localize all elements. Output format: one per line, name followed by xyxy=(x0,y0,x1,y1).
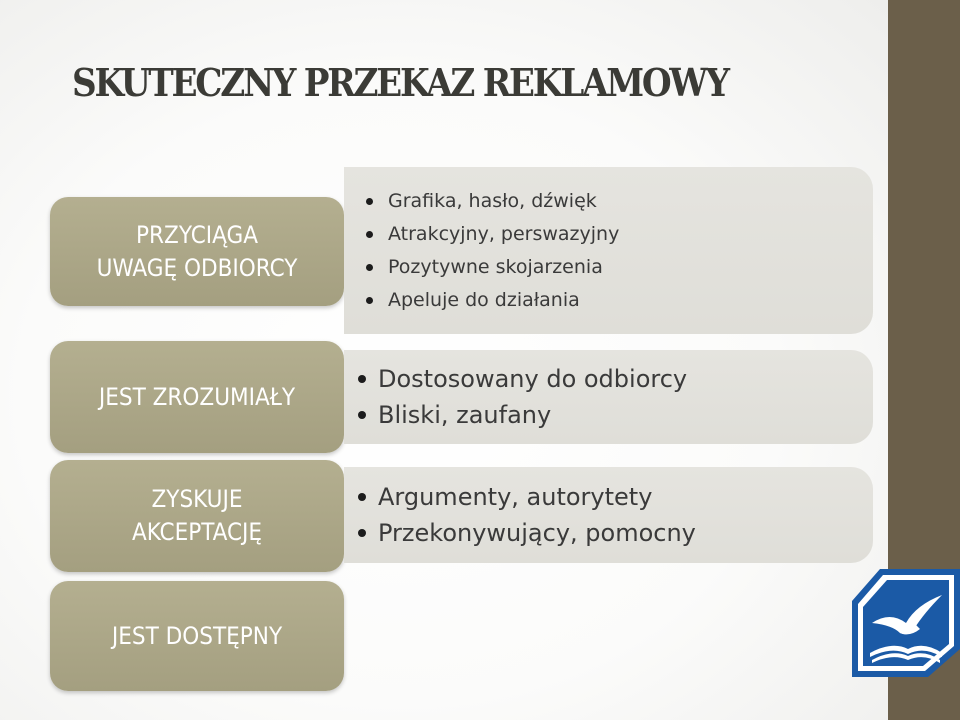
slide-title: SKUTECZNY PRZEKAZ REKLAMOWY xyxy=(72,60,728,105)
bullet-item: Argumenty, autorytety xyxy=(356,479,873,515)
bullet-list xyxy=(362,185,873,317)
bullet-item: Dostosowany do odbiorcy xyxy=(356,361,873,397)
seagull-book-logo-icon xyxy=(850,567,960,677)
bullet-panel-gains-acceptance xyxy=(344,467,873,563)
bullet-item: Pozytywne skojarzenia xyxy=(362,251,873,284)
bullet-item: Grafika, hasło, dźwięk xyxy=(362,185,873,218)
bullet-list xyxy=(356,361,873,433)
label-line: AKCEPTACJĘ xyxy=(131,518,263,546)
label-line: JEST ZROZUMIAŁY xyxy=(98,382,296,411)
label-box-attracts-attention xyxy=(50,197,344,306)
bullet-item: Atrakcyjny, perswazyjny xyxy=(362,218,873,251)
bullet-list xyxy=(356,479,873,551)
bullet-item: Apeluje do działania xyxy=(362,284,873,317)
label-line: UWAGĘ ODBIORCY xyxy=(96,253,298,282)
label-line: ZYSKUJE xyxy=(151,485,243,513)
label-box-gains-acceptance xyxy=(50,460,344,572)
label-box-accessible xyxy=(50,581,344,691)
bullet-panel-attracts-attention xyxy=(344,167,873,334)
bullet-item: Przekonywujący, pomocny xyxy=(356,515,873,551)
label-line: PRZYCIĄGA xyxy=(136,220,258,249)
label-box-understandable xyxy=(50,341,344,453)
label-line: JEST DOSTĘPNY xyxy=(111,621,283,650)
bullet-panel-understandable xyxy=(344,350,873,444)
bullet-item: Bliski, zaufany xyxy=(356,397,873,433)
